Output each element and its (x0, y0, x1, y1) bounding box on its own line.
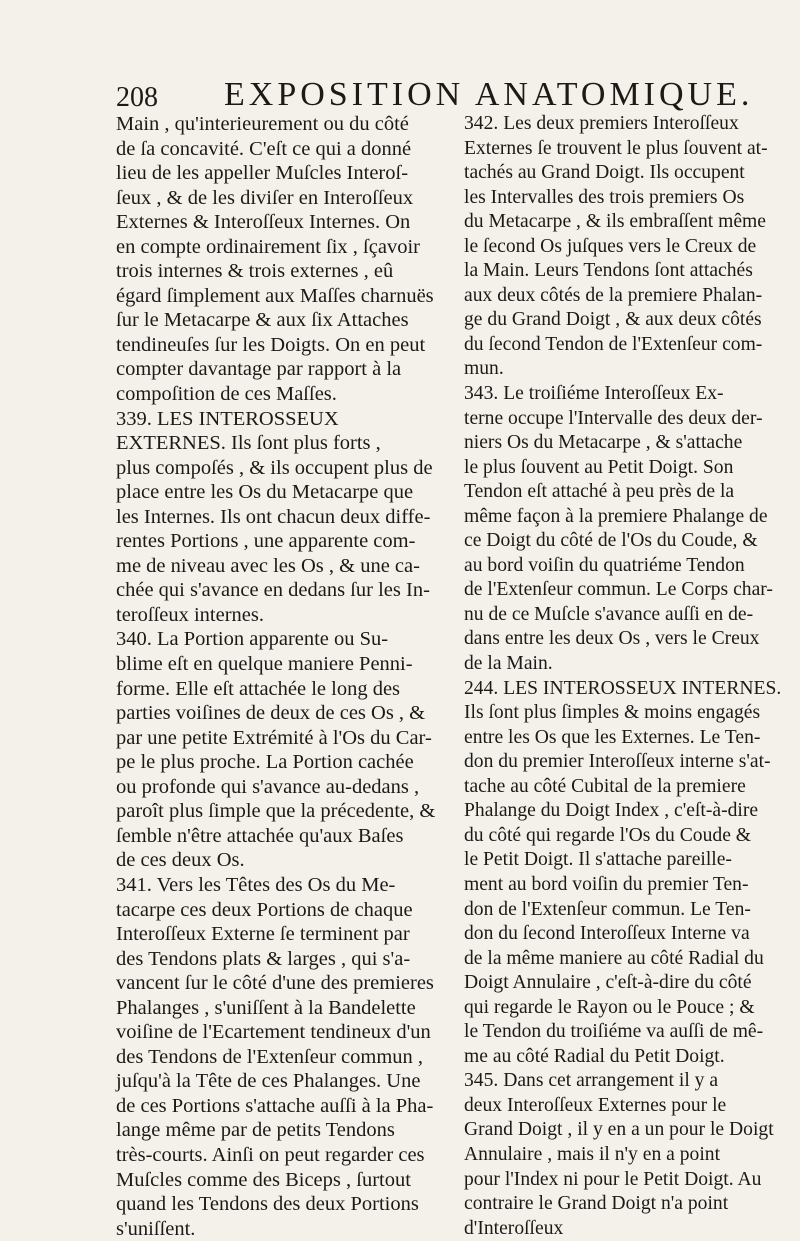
text-line: contraire le Grand Doigt n'a point (464, 1193, 729, 1215)
text-line: quand les Tendons des deux Portions (116, 1193, 419, 1216)
text-line: paroît plus ſimple que la précedente, & (116, 800, 436, 823)
page-header (116, 76, 754, 116)
text-line: teroſſeux internes. (116, 603, 265, 626)
text-line: 340. La Portion apparente ou Su- (116, 628, 389, 651)
text-line: les Internes. Ils ont chacun deux diffe- (116, 505, 431, 528)
text-line: ou profonde qui s'avance au-dedans , (116, 775, 420, 798)
page-number: 208 (116, 82, 158, 113)
text-line: entre les Os que les Externes. Le Ten- (464, 726, 761, 748)
text-line: Annulaire , mais il n'y en a point (464, 1143, 721, 1165)
text-line: des Tendons plats & larges , qui s'a- (116, 947, 411, 970)
text-line: du ſecond Tendon de l'Extenſeur com- (464, 333, 763, 355)
running-title: EXPOSITION ANATOMIQUE. (224, 76, 754, 113)
right-column (464, 112, 782, 1241)
text-line: terne occupe l'Intervalle des deux der- (464, 407, 763, 429)
text-line: juſqu'à la Tête de ces Phalanges. Une (116, 1070, 421, 1093)
text-line: Grand Doigt , il y en a un pour le Doigt (464, 1119, 774, 1141)
text-line: plus compoſés , & ils occupent plus de (116, 456, 433, 479)
text-line: blime eſt en quelque maniere Penni- (116, 653, 413, 676)
text-line: dans entre les deux Os , vers le Creux (464, 628, 760, 650)
text-line: chée qui s'avance en dedans ſur les In- (116, 579, 430, 602)
text-line: don du ſecond Interoſſeux Interne va (464, 923, 750, 945)
text-line: Externes ſe trouvent le plus ſouvent at- (464, 137, 768, 159)
text-line: ſemble n'être attachée qu'aux Baſes (116, 824, 404, 847)
text-line: trois internes & trois externes , eû (116, 260, 394, 283)
text-line: forme. Elle eſt attachée le long des (116, 677, 401, 700)
text-line: ce Doigt du côté de l'Os du Coude, & (464, 530, 758, 552)
text-line: du côté qui regarde l'Os du Coude & (464, 824, 752, 846)
text-line: du Metacarpe , & ils embraſſent même (464, 211, 766, 233)
text-line: de la Main. (464, 653, 553, 675)
text-line: Ils ſont plus ſimples & moins engagés (464, 702, 761, 724)
text-line: pour l'Index ni pour le Petit Doigt. Au (464, 1168, 762, 1190)
text-line: le plus ſouvent au Petit Doigt. Son (464, 456, 734, 478)
text-line: en compte ordinairement ſix , ſçavoir (116, 235, 420, 258)
text-line: deux Interoſſeux Externes pour le (464, 1094, 727, 1116)
text-line: égard ſimplement aux Maſſes charnuës (116, 284, 434, 307)
text-line: pe le plus proche. La Portion cachée (116, 751, 414, 774)
left-column (116, 112, 446, 1241)
text-line: au bord voiſin du quatriéme Tendon (464, 554, 745, 576)
text-line: Muſcles comme des Biceps , ſurtout (116, 1168, 411, 1191)
text-line: vancent ſur le côté d'une des premieres (116, 972, 434, 995)
text-line: nu de ce Muſcle s'avance auſſi en de- (464, 603, 754, 625)
text-line: 244. LES INTEROSSEUX INTERNES. (464, 677, 782, 699)
text-line: 345. Dans cet arrangement il y a (464, 1070, 719, 1092)
text-line: très-courts. Ainſi on peut regarder ces (116, 1143, 425, 1166)
text-line: me au côté Radial du Petit Doigt. (464, 1045, 725, 1067)
text-line: niers Os du Metacarpe , & s'attache (464, 432, 743, 454)
text-line: ſur le Metacarpe & aux ſix Attaches (116, 309, 409, 332)
text-line: 341. Vers les Têtes des Os du Me- (116, 873, 396, 896)
text-line: tache au côté Cubital de la premiere (464, 775, 746, 797)
text-line: de ces Portions s'attache auſſi à la Pha- (116, 1094, 434, 1117)
text-line: 339. LES INTEROSSEUX (116, 407, 339, 430)
text-line: le Tendon du troiſiéme va auſſi de mê- (464, 1021, 764, 1043)
text-line: la Main. Leurs Tendons ſont attachés (464, 260, 753, 282)
text-line: parties voiſines de deux de ces Os , & (116, 702, 426, 725)
text-line: 343. Le troiſiéme Interoſſeux Ex- (464, 383, 724, 405)
text-line: même façon à la premiere Phalange de (464, 505, 768, 527)
text-line: ge du Grand Doigt , & aux deux côtés (464, 309, 762, 331)
text-line: Interoſſeux Externe ſe terminent par (116, 923, 410, 946)
text-line: tachés au Grand Doigt. Ils occupent (464, 162, 745, 184)
text-line: lange même par de petits Tendons (116, 1119, 395, 1142)
text-line: don du premier Interoſſeux interne s'at- (464, 751, 771, 773)
text-line: de la même maniere au côté Radial du (464, 947, 764, 969)
text-line: rentes Portions , une apparente com- (116, 530, 416, 553)
text-line: de ſa concavité. C'eſt ce qui a donné (116, 137, 412, 160)
text-line: Tendon eſt attaché à peu près de la (464, 481, 735, 503)
text-line: me de niveau avec les Os , & une ca- (116, 554, 420, 577)
text-line: Externes & Interoſſeux Internes. On (116, 211, 411, 234)
text-line: d'Interoſſeux (464, 1217, 564, 1239)
text-line: place entre les Os du Metacarpe que (116, 481, 414, 504)
text-line: don de l'Extenſeur commun. Le Ten- (464, 898, 751, 920)
text-line: par une petite Extrémité à l'Os du Car- (116, 726, 432, 749)
text-line: voiſine de l'Ecartement tendineux d'un (116, 1021, 431, 1044)
text-line: s'uniſſent. (116, 1217, 196, 1240)
text-line: EXTERNES. Ils ſont plus forts , (116, 432, 381, 455)
text-line: Phalanges , s'uniſſent à la Bandelette (116, 996, 416, 1019)
text-line: Main , qu'interieurement ou du côté (116, 113, 409, 135)
text-line: Phalange du Doigt Index , c'eſt-à-dire (464, 800, 759, 822)
text-line: les Intervalles des trois premiers Os (464, 186, 745, 208)
text-line: compoſition de ces Maſſes. (116, 383, 337, 406)
text-line: tendineuſes ſur les Doigts. On en peut (116, 333, 426, 356)
text-line: le Petit Doigt. Il s'attache pareille- (464, 849, 732, 871)
text-line: ſeux , & de les diviſer en Interoſſeux (116, 186, 414, 209)
text-line: tacarpe ces deux Portions de chaque (116, 898, 413, 921)
text-line: compter davantage par rapport à la (116, 358, 402, 381)
text-line: 342. Les deux premiers Interoſſeux (464, 113, 739, 134)
text-line: de ces deux Os. (116, 849, 245, 872)
text-line: qui regarde le Rayon ou le Pouce ; & (464, 996, 755, 1018)
text-line: lieu de les appeller Muſcles Interoſ- (116, 162, 409, 185)
text-line: des Tendons de l'Extenſeur commun , (116, 1045, 424, 1068)
text-line: mun. (464, 358, 504, 380)
text-line: ment au bord voiſin du premier Ten- (464, 873, 749, 895)
text-line: de l'Extenſeur commun. Le Corps char- (464, 579, 773, 601)
text-line: le ſecond Os juſques vers le Creux de (464, 235, 757, 257)
text-line: aux deux côtés de la premiere Phalan- (464, 284, 763, 306)
text-line: Doigt Annulaire , c'eſt-à-dire du côté (464, 972, 752, 994)
